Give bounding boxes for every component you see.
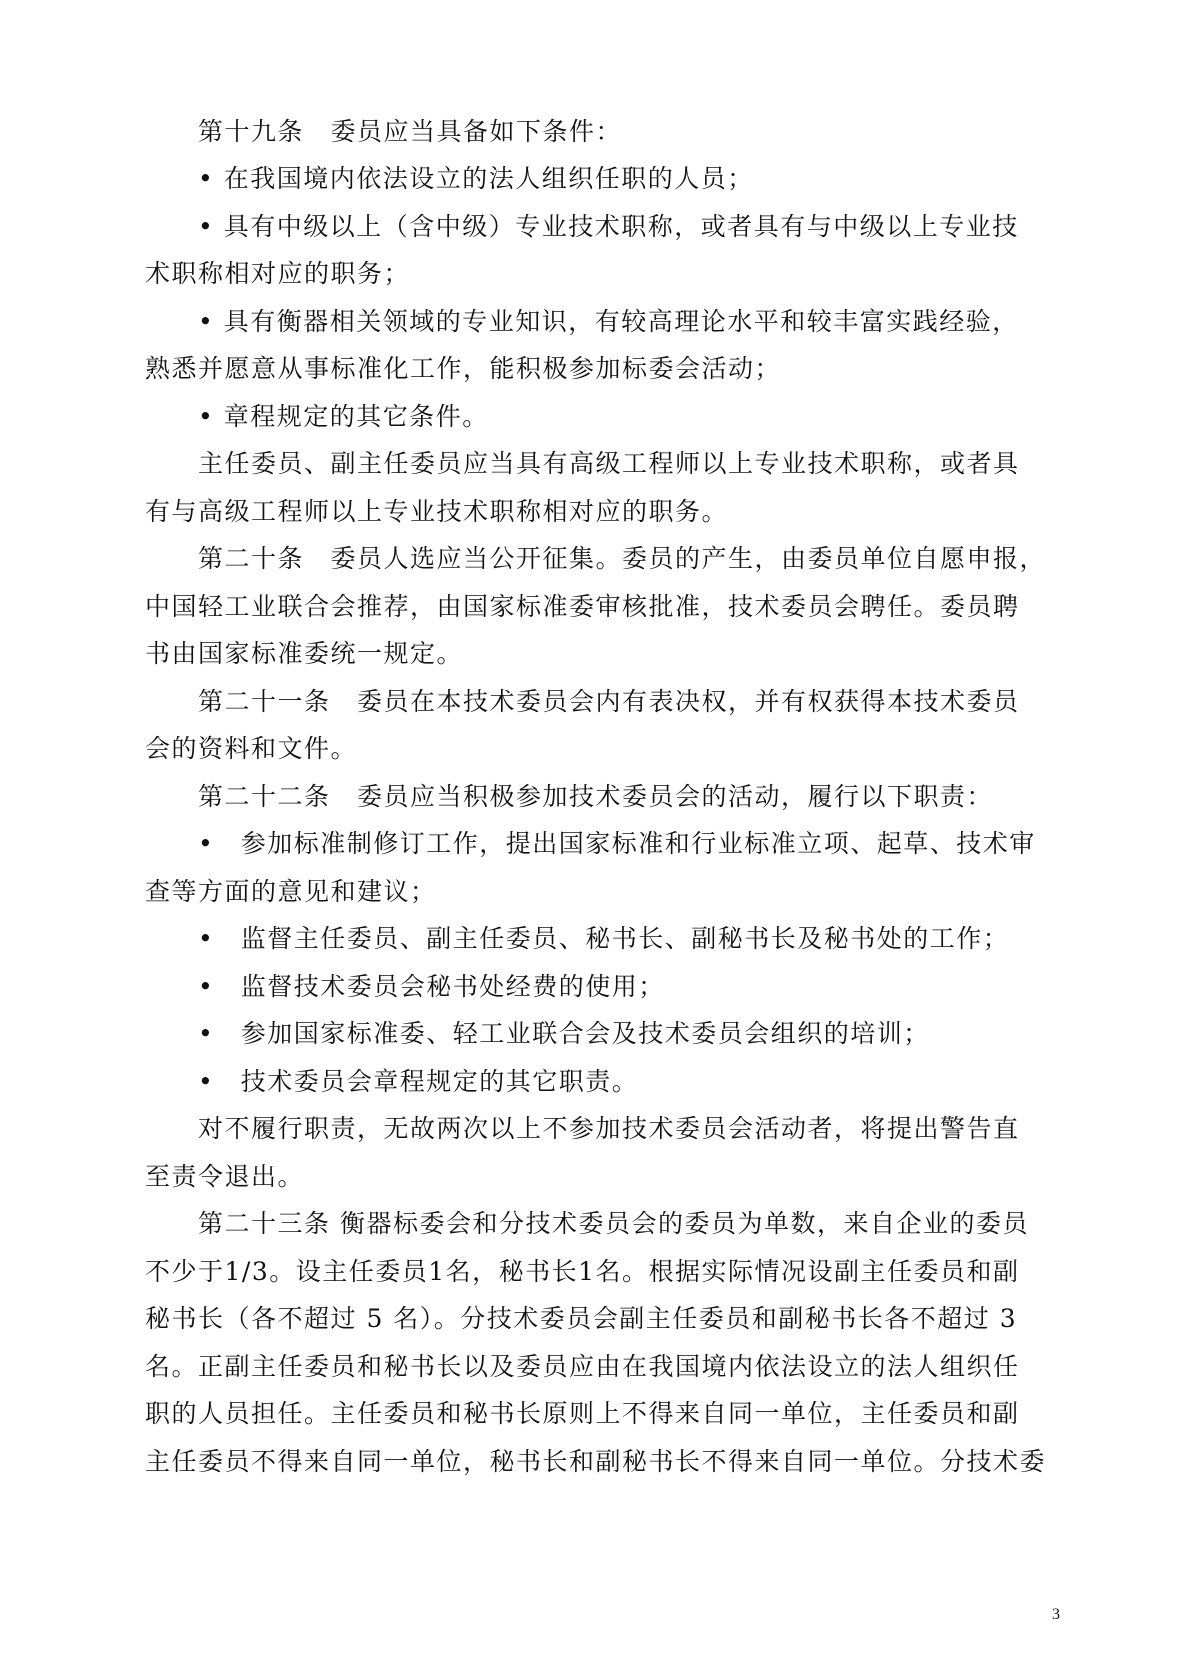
text-line: 职的人员担任。主任委员和秘书长原则上不得来自同一单位，主任委员和副 xyxy=(145,1399,1020,1428)
text-line: • 技术委员会章程规定的其它职责。 xyxy=(145,1067,639,1096)
text-line: 第二十条 委员人选应当公开征集。委员的产生，由委员单位自愿申报， xyxy=(145,544,1047,573)
text-line: 第二十三条 衡器标委会和分技术委员会的委员为单数，来自企业的委员 xyxy=(145,1209,1029,1238)
text-line: • 在我国境内依法设立的法人组织任职的人员； xyxy=(145,164,754,193)
text-line: 有与高级工程师以上专业技术职称相对应的职务。 xyxy=(145,497,729,526)
text-line: 查等方面的意见和建议； xyxy=(145,877,437,906)
page-number: 3 xyxy=(1052,1606,1060,1623)
text-line: • 具有衡器相关领域的专业知识，有较高理论水平和较丰富实践经验， xyxy=(145,307,1019,336)
text-line: 主任委员、副主任委员应当具有高级工程师以上专业技术职称，或者具 xyxy=(145,449,1020,478)
text-line: 第二十一条 委员在本技术委员会内有表决权，并有权获得本技术委员 xyxy=(145,687,1020,716)
text-line: 至责令退出。 xyxy=(145,1162,305,1191)
text-line: 不少于1/3。设主任委员1名，秘书长1名。根据实际情况设副主任委员和副 xyxy=(145,1257,1020,1286)
text-line: • 参加标准制修订工作，提出国家标准和行业标准立项、起草、技术审 xyxy=(145,829,1036,858)
text-line: • 监督技术委员会秘书处经费的使用； xyxy=(145,972,665,1001)
text-line: 书由国家标准委统一规定。 xyxy=(145,639,464,668)
text-line: • 章程规定的其它条件。 xyxy=(145,402,489,431)
text-line: 熟悉并愿意从事标准化工作，能积极参加标委会活动； xyxy=(145,354,782,383)
text-line: • 具有中级以上（含中级）专业技术职称，或者具有与中级以上专业技 xyxy=(145,212,1019,241)
text-line: 第二十二条 委员应当积极参加技术委员会的活动，履行以下职责： xyxy=(145,782,994,811)
text-line: 主任委员不得来自同一单位，秘书长和副秘书长不得来自同一单位。分技术委 xyxy=(145,1447,1047,1476)
text-line: • 参加国家标准委、轻工业联合会及技术委员会组织的培训； xyxy=(145,1019,930,1048)
text-line: 会的资料和文件。 xyxy=(145,734,358,763)
text-line: • 监督主任委员、副主任委员、秘书长、副秘书长及秘书处的工作； xyxy=(145,924,1010,953)
text-line: 名。正副主任委员和秘书长以及委员应由在我国境内依法设立的法人组织任 xyxy=(145,1352,1020,1381)
text-line: 中国轻工业联合会推荐，由国家标准委审核批准，技术委员会聘任。委员聘 xyxy=(145,592,1020,621)
text-line: 术职称相对应的职务； xyxy=(145,259,411,288)
text-line: 对不履行职责，无故两次以上不参加技术委员会活动者，将提出警告直 xyxy=(145,1114,1020,1143)
text-line: 第十九条 委员应当具备如下条件： xyxy=(145,117,623,146)
text-line: 秘书长（各不超过 5 名）。分技术委员会副主任委员和副秘书长各不超过 3 xyxy=(145,1304,1018,1333)
